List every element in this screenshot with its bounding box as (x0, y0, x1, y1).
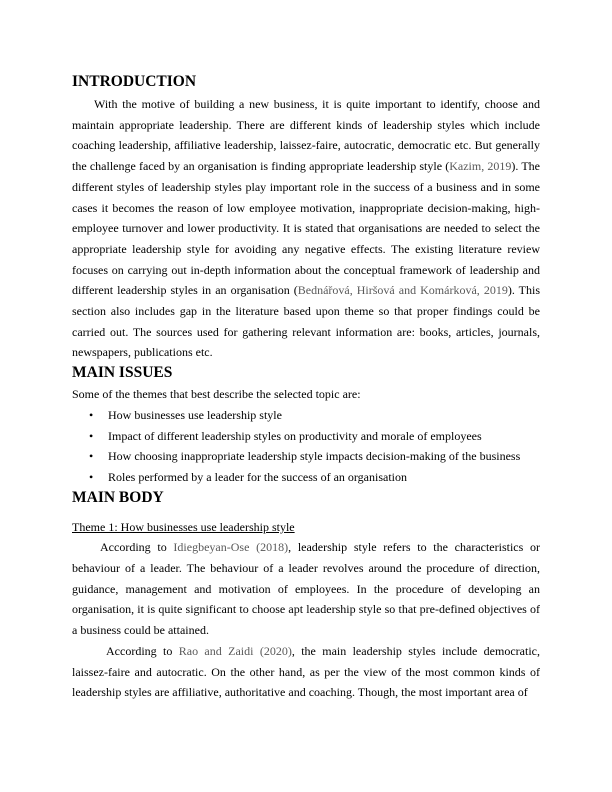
bullet-icon: • (89, 449, 94, 464)
themes-list (72, 405, 540, 488)
bullet-icon: • (89, 469, 94, 484)
list-item (72, 405, 540, 426)
list-item-text: Roles performed by a leader for the success of an organisation (108, 469, 408, 484)
theme-1-paragraph-2 (72, 641, 540, 703)
paragraph-text: According to (100, 540, 174, 555)
citation-rao-zaidi: Rao and Zaidi (2020) (178, 643, 292, 658)
theme-1-paragraph-1 (72, 537, 540, 641)
document-page (72, 72, 540, 703)
list-item (72, 426, 540, 447)
list-item (72, 446, 540, 467)
intro-text-part2: ). The different styles of leadership styles play important role in the success of a business and in some cases it becomes the reason of low employee motivation, inappropriate decision-making, high-employee turnover and lower productivity. It is stated that organisations are needed to select the appropriate leadership style for avoiding any negative effects. The existing literature review focuses on carrying out in-depth information about the conceptual framework of leadership and different leadership styles in an organisation ( (72, 159, 540, 298)
citation-kazim: Kazim, 2019 (449, 159, 512, 174)
introduction-heading: INTRODUCTION (72, 73, 197, 90)
paragraph-text: , the main leadership styles include democratic, laissez-faire and autocratic. On the other hand, as per the view of the most common kinds of leadership styles are affiliative, authoritative and coaching. Though, the most important area of (72, 643, 540, 700)
main-body-heading: MAIN BODY (72, 488, 164, 506)
paragraph-text: According to (106, 643, 179, 658)
list-item-text: Impact of different leadership styles on productivity and morale of employees (108, 428, 482, 443)
theme-1-title: Theme 1: How businesses use leadership style (72, 519, 295, 534)
intro-text-part3: ). This section also includes gap in the literature based upon theme so that proper findings could be carried out. The sources used for gathering relevant information are: books, articles, journals, newspapers, publications etc. (72, 283, 540, 360)
list-item-text: How choosing inappropriate leadership style impacts decision-making of the business (108, 449, 521, 464)
intro-text-part1: With the motive of building a new business, it is quite important to identify, choose and maintain appropriate leadership. There are different kinds of leadership styles which include coaching leadership, affiliative leadership, laissez-faire, autocratic, democratic etc. But generally the challenge faced by an organisation is finding appropriate leadership style ( (72, 97, 540, 174)
main-issues-heading: MAIN ISSUES (72, 364, 173, 382)
bullet-icon: • (89, 428, 94, 443)
bullet-icon: • (89, 407, 94, 422)
list-item-text: How businesses use leadership style (108, 407, 282, 422)
citation-idiegbeyan-ose: Idiegbeyan-Ose (2018) (173, 540, 289, 555)
list-item (72, 467, 540, 488)
main-issues-lead: Some of the themes that best describe the selected topic are: (72, 387, 361, 402)
paragraph-text: , leadership style refers to the characteristics or behaviour of a leader. The behaviour of a leader revolves around the procedure of direction, guidance, management and motivation of employees. In the procedure of developing an organisation, it is quite significant to choose apt leadership style so that pre-defined objectives of a business could be attained. (72, 540, 541, 638)
introduction-paragraph (72, 94, 540, 363)
citation-bednarova: Bednářová, Hiršová and Komárková, 2019 (297, 283, 508, 298)
